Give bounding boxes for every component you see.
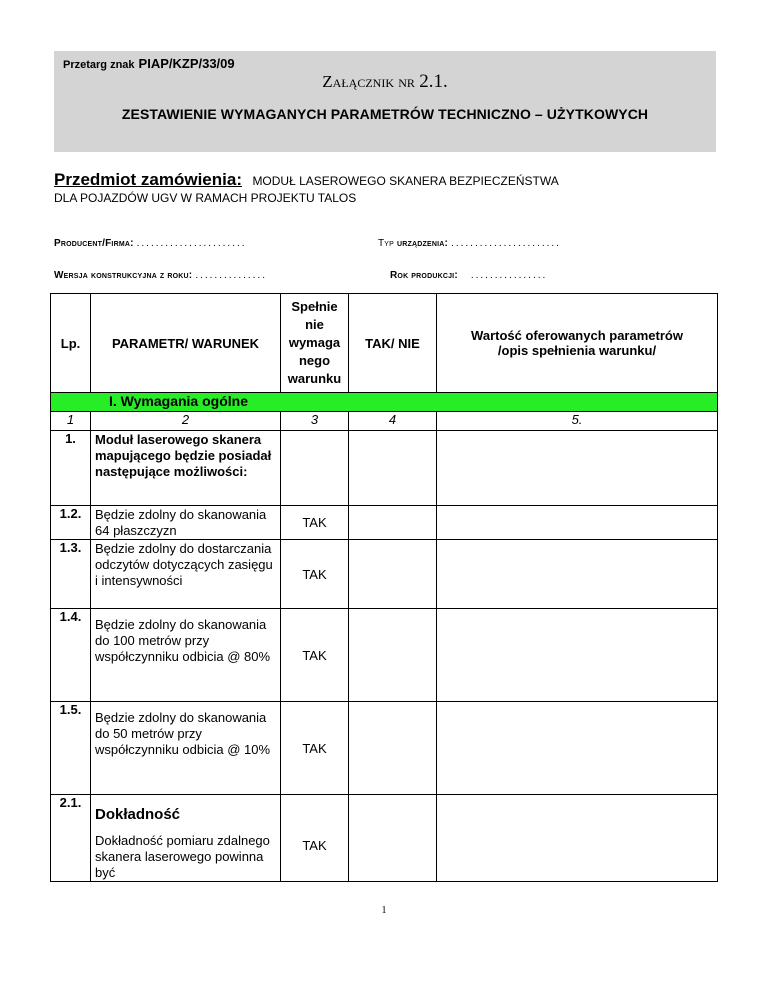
table-row [51, 506, 718, 540]
production-year-label: Rok produkcji: [390, 270, 458, 281]
header-required-1: Spełnie [291, 299, 338, 314]
row-lp: 1. [51, 431, 91, 506]
producer-dots: ....................... [136, 238, 247, 249]
row-offered [437, 540, 718, 609]
row-offered [437, 795, 718, 882]
subject-text-line1: MODUŁ LASEROWEGO SKANERA BEZPIECZEŃSTWA [252, 174, 559, 188]
row-param-title: Dokładność [95, 806, 181, 823]
annex-nr: nr [398, 72, 415, 91]
row-offered [437, 431, 718, 506]
col-number-1: 1 [51, 412, 91, 431]
row-lp: 2.1. [51, 795, 91, 882]
tender-label: Przetarg znak [63, 59, 135, 71]
row-lp: 1.3. [51, 540, 91, 609]
table-row [51, 795, 718, 882]
device-type-field [378, 238, 561, 249]
version-dots: ............... [195, 270, 267, 281]
subject-text-line2: DLA POJAZDÓW UGV W RAMACH PROJEKTU TALOS [54, 191, 357, 205]
device-type-prefix: Typ [378, 238, 395, 249]
row-yes-no [349, 702, 437, 795]
table-row [51, 702, 718, 795]
subject-line [54, 170, 559, 190]
row-lp: 1.4. [51, 609, 91, 702]
column-number-row [51, 412, 718, 431]
production-year-field [390, 270, 547, 281]
row-required: TAK [281, 506, 349, 540]
device-type-label: urządzenia: [397, 238, 449, 249]
row-offered [437, 609, 718, 702]
summary-title: ZESTAWIENIE WYMAGANYCH PARAMETRÓW TECHNICZNO – UŻYTKOWYCH [121, 106, 649, 122]
row-required: TAK [281, 540, 349, 609]
row-offered [437, 506, 718, 540]
table-row [51, 609, 718, 702]
header-required-5: warunku [287, 371, 342, 386]
header-required-3: wymaga [288, 335, 341, 350]
table-row [51, 431, 718, 506]
requirements-table [50, 293, 718, 882]
version-field [54, 270, 267, 281]
header-required [281, 294, 349, 393]
table-header-row [51, 294, 718, 393]
row-lp: 1.5. [51, 702, 91, 795]
row-param: Moduł laserowego skanera mapującego będzie posiadał następujące możliwości: [91, 431, 281, 506]
row-param [91, 795, 281, 882]
row-required: TAK [281, 702, 349, 795]
row-param-text: Dokładność pomiaru zdalnego skanera laserowego powinna być [95, 833, 270, 880]
row-lp: 1.2. [51, 506, 91, 540]
header-lp: Lp. [51, 294, 91, 393]
row-offered [437, 702, 718, 795]
row-required [281, 431, 349, 506]
header-param: PARAMETR/ WARUNEK [91, 294, 281, 393]
header-offered: Wartość oferowanych parametrów /opis spełnienia warunku/ [437, 294, 718, 393]
version-label: Wersja konstrukcyjna z roku: [54, 270, 193, 281]
row-yes-no [349, 506, 437, 540]
page-number: 1 [381, 905, 387, 916]
col-number-4: 4 [349, 412, 437, 431]
row-param: Będzie zdolny do skanowania 64 płaszczyzn [91, 506, 281, 540]
header-required-4: nego [298, 353, 331, 368]
row-yes-no [349, 609, 437, 702]
row-param: Będzie zdolny do skanowania do 50 metrów przy współczynniku odbicia @ 10% [91, 702, 281, 795]
row-param: Będzie zdolny do dostarczania odczytów dotyczących zasięgu i intensywności [91, 540, 281, 609]
annex-word: Załącznik [322, 72, 395, 91]
section-label: I. Wymagania ogólne [109, 393, 248, 409]
device-type-dots: ....................... [451, 238, 561, 249]
table-row [51, 540, 718, 609]
header-box [54, 51, 716, 152]
row-param: Będzie zdolny do skanowania do 100 metrów przy współczynniku odbicia @ 80% [91, 609, 281, 702]
subject-label: Przedmiot zamówienia: [54, 170, 242, 189]
row-yes-no [349, 431, 437, 506]
production-year-dots: ................ [470, 270, 548, 281]
tender-sign [63, 56, 235, 71]
row-required: TAK [281, 609, 349, 702]
producer-label: Producent/Firma: [54, 238, 134, 249]
row-yes-no [349, 540, 437, 609]
section-row [51, 393, 718, 412]
annex-number: 2.1. [419, 71, 448, 92]
col-number-2: 2 [91, 412, 281, 431]
header-required-2: nie [305, 317, 324, 332]
header-yes-no: TAK/ NIE [349, 294, 437, 393]
section-cell [51, 393, 718, 412]
row-required: TAK [281, 795, 349, 882]
row-yes-no [349, 795, 437, 882]
col-number-5: 5. [437, 412, 718, 431]
col-number-3: 3 [281, 412, 349, 431]
annex-title [54, 71, 716, 93]
tender-code: PIAP/KZP/33/09 [138, 56, 235, 71]
producer-field [54, 238, 247, 249]
